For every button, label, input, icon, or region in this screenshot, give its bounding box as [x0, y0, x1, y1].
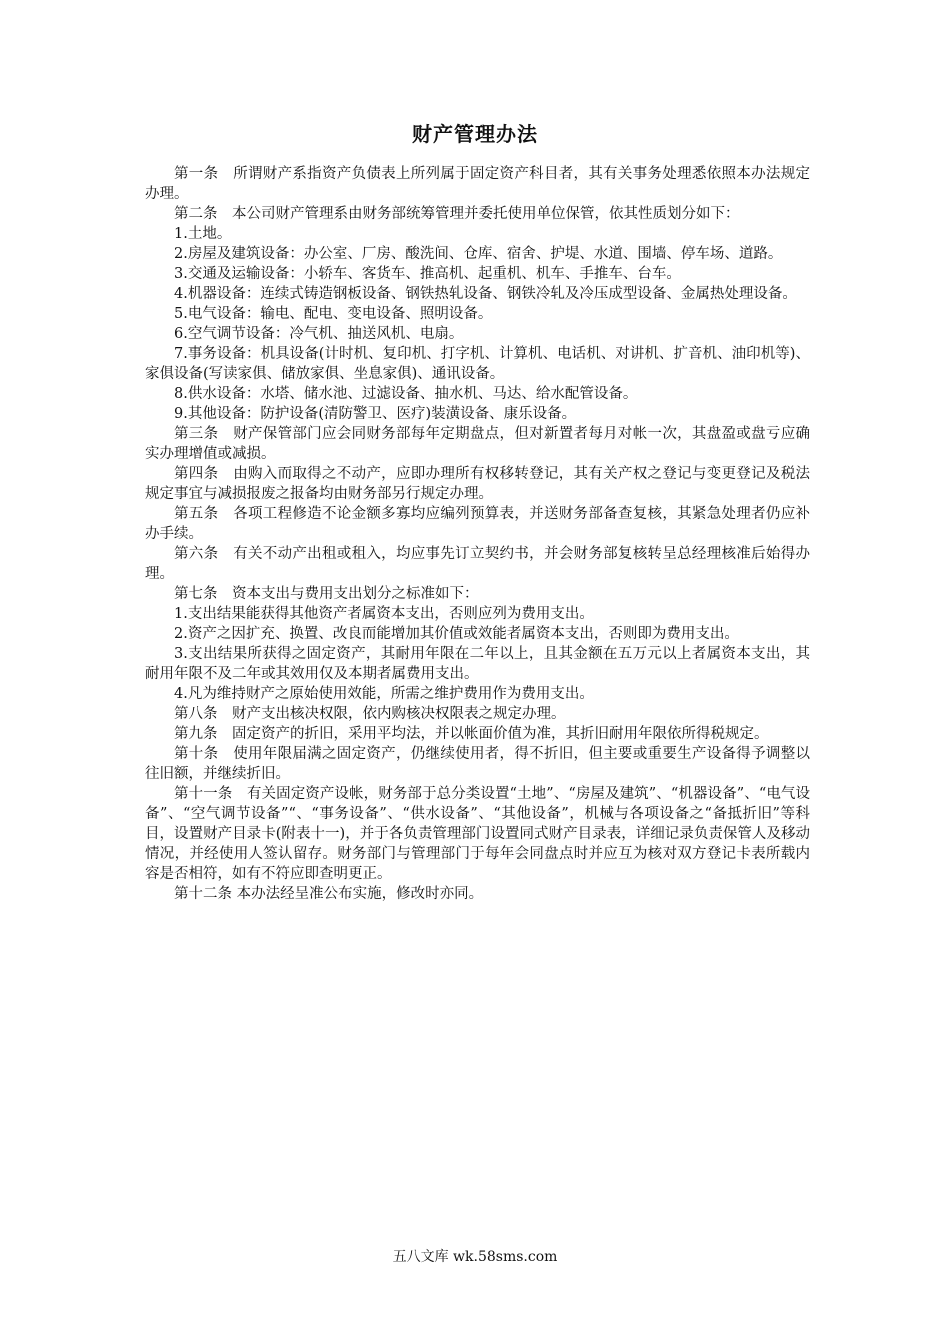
article-8: 第八条 财产支出核决权限，依内购核决权限表之规定办理。 [174, 706, 566, 722]
article-10: 第十条 使用年限届满之固定资产，仍继续使用者，得不折旧，但主要或重要生产设备得予调整以往旧额，并继续折旧。 [145, 746, 810, 782]
list-item: 1.支出结果能获得其他资产者属资本支出，否则应列为费用支出。 [174, 606, 594, 622]
list-item: 9.其他设备：防护设备(清防警卫、医疗)装潢设备、康乐设备。 [174, 406, 577, 422]
list-item: 2.房屋及建筑设备：办公室、厂房、酸洗间、仓库、宿舍、护堤、水道、围墙、停车场、道路。 [174, 246, 783, 262]
article-7: 第七条 资本支出与费用支出划分之标准如下： [174, 586, 479, 602]
article-11: 第十一条 有关固定资产设帐，财务部于总分类设置“土地”、“房屋及建筑”、“机器设备”、“电气设备”、“空气调节设备”“、“事务设备”、“供水设备”、“其他设备”，机械与各项设备之“备抵折旧”等科目，设置财产目录卡(附表十一)，并于各负责管理部门设置同式财产目录表，详细记录负责保管人及移动情况，并经使用人签认留存。财务部门与管理部门于每年会同盘点时并应互为核对双方登记卡表所载内容是否相符，如有不符应即查明更正。 [145, 786, 810, 882]
page-title: 财产管理办法 [412, 122, 538, 146]
article-6: 第六条 有关不动产出租或租入，均应事先订立契约书，并会财务部复核转呈总经理核准后始得办理。 [145, 546, 810, 582]
list-item: 6.空气调节设备：冷气机、抽送风机、电扇。 [174, 326, 464, 342]
list-item: 3.支出结果所获得之固定资产，其耐用年限在二年以上，且其金额在五万元以上者属资本支出，其耐用年限不及二年或其效用仅及本期者属费用支出。 [145, 646, 810, 682]
list-item: 7.事务设备：机具设备(计时机、复印机、打字机、计算机、电话机、对讲机、扩音机、油印机等)、家俱设备(写读家俱、储放家俱、坐息家俱)、通讯设备。 [145, 346, 810, 382]
list-item: 3.交通及运输设备：小轿车、客货车、推高机、起重机、机车、手推车、台车。 [174, 266, 681, 282]
list-item: 2.资产之因扩充、换置、改良而能增加其价值或效能者属资本支出，否则即为费用支出。 [174, 626, 739, 642]
footer-source: 五八文库 wk.58sms.com [392, 1249, 558, 1265]
article-4: 第四条 由购入而取得之不动产，应即办理所有权移转登记，其有关产权之登记与变更登记及税法规定事宜与减损报废之报备均由财务部另行规定办理。 [145, 466, 810, 502]
article-2: 第二条 本公司财产管理系由财务部统筹管理并委托使用单位保管，依其性质划分如下： [174, 206, 740, 222]
article-9: 第九条 固定资产的折旧，采用平均法，并以帐面价值为准，其折旧耐用年限依所得税规定。 [174, 726, 769, 742]
list-item: 4.凡为维持财产之原始使用效能，所需之维护费用作为费用支出。 [174, 686, 594, 702]
article-1: 第一条 所谓财产系指资产负债表上所列属于固定资产科目者，其有关事务处理悉依照本办法规定办理。 [145, 166, 810, 202]
document-body [145, 164, 810, 904]
list-item: 8.供水设备：水塔、储水池、过滤设备、抽水机、马达、给水配管设备。 [174, 386, 638, 402]
article-5: 第五条 各项工程修造不论金额多寡均应编列预算表，并送财务部备查复核，其紧急处理者仍应补办手续。 [145, 506, 810, 542]
list-item: 4.机器设备：连续式铸造钢板设备、钢铁热轧设备、钢铁冷轧及冷压成型设备、金属热处理设备。 [174, 286, 797, 302]
list-item: 5.电气设备：输电、配电、变电设备、照明设备。 [174, 306, 493, 322]
list-item: 1.土地。 [174, 226, 232, 242]
article-12: 第十二条 本办法经呈准公布实施，修改时亦同。 [174, 886, 484, 902]
article-3: 第三条 财产保管部门应会同财务部每年定期盘点，但对新置者每月对帐一次，其盘盈或盘亏应确实办理增值或减损。 [145, 426, 810, 462]
